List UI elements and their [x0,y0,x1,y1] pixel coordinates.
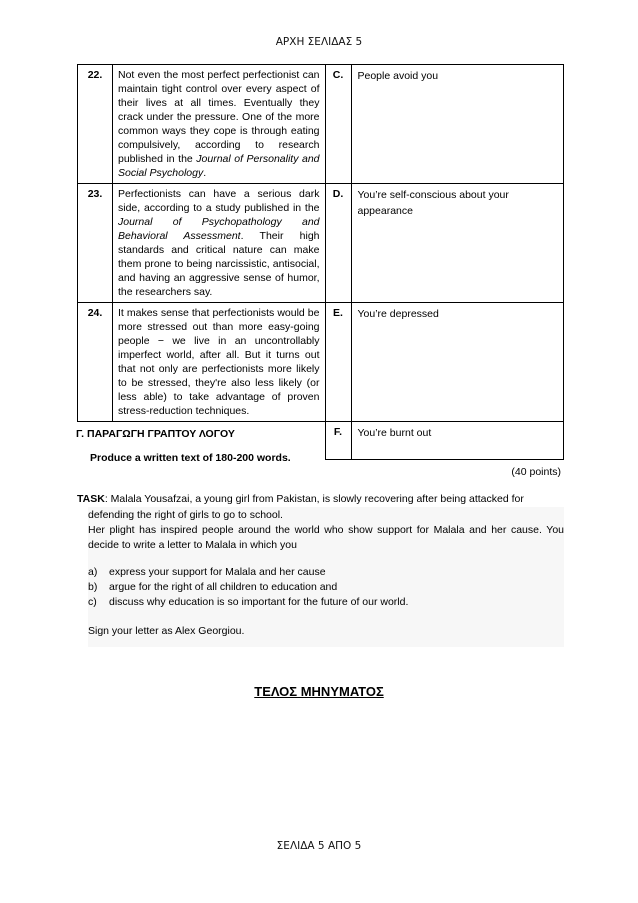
end-title-text: ΤΕΛΟΣ ΜΗΝΥΜΑΤΟΣ [254,684,384,699]
list-text: argue for the right of all children to education and [109,581,338,593]
instruction-text: Produce a written text of 180-200 words. [90,452,291,464]
task-line2: defending the right of girls to go to school. [88,509,283,521]
list-item [88,595,564,610]
task-paragraph: Her plight has inspired people around the world who show support for Malala and her cause. You decide to write a letter to Malala in which you [88,524,564,551]
option-text: People avoid you [351,65,564,184]
item-number: 22. [78,65,113,184]
option-text: You’re burnt out [351,422,564,460]
table-row [78,65,564,184]
table-row [78,184,564,303]
option-letter: D. [325,184,351,303]
task-line1: : Malala Yousafzai, a young girl from Pakistan, is slowly recovering after being attacked for [104,493,524,505]
list-marker: a) [88,566,98,578]
sign-instruction: Sign your letter as Alex Georgiou. [88,625,245,637]
section-title: Γ. ΠΑΡΑΓΩΓΗ ΓΡΑΠΤΟΥ ΛΟΓΟΥ [76,428,235,440]
item-text: Perfectionists can have a serious dark side, according to a study published in the Journal of Psychopathology and Behavioral Assessment. Their high standards and critical nature can make them prone to being narcissistic, antisocial, and having an aggressive sense of humor, the researchers say. [113,184,326,303]
points-label: (40 points) [511,466,561,478]
list-item [88,565,564,580]
task-body [88,507,564,647]
item-number: 23. [78,184,113,303]
option-letter: C. [325,65,351,184]
end-title [0,684,638,699]
option-text: You’re depressed [351,303,564,422]
table-row [78,303,564,422]
task-intro [77,492,564,507]
list-marker: c) [88,596,97,608]
item-number: 24. [78,303,113,422]
list-item [88,580,564,595]
page-header: ΑΡΧΗ ΣΕΛΙΔΑΣ 5 [275,36,363,48]
list-marker: b) [88,581,98,593]
task-list [88,565,564,610]
page-footer: ΣΕΛΙΔΑ 5 ΑΠΟ 5 [276,840,362,852]
list-text: discuss why education is so important for the future of our world. [109,596,409,608]
item-text: It makes sense that perfectionists would be more stressed out than more easy-going people − we live in an uncontrollably imperfect world, after all. But it turns out that not only are perfectionists more likely to be stressed, they're also less likely (or less able) to take advantage of proven stress-reduction techniques. [113,303,326,422]
matching-table [77,64,564,460]
option-letter: E. [325,303,351,422]
option-letter: F. [325,422,351,460]
task-label: TASK [77,493,105,505]
task-block [77,492,564,647]
option-text: You’re self-conscious about your appearance [351,184,564,303]
list-text: express your support for Malala and her cause [109,566,326,578]
item-text: Not even the most perfect perfectionist can maintain tight control over every aspect of their lives at all times. Eventually they crack under the pressure. One of the more common ways they cope is through eating compulsively, according to research published in the Journal of Personality and Social Psychology. [113,65,326,184]
